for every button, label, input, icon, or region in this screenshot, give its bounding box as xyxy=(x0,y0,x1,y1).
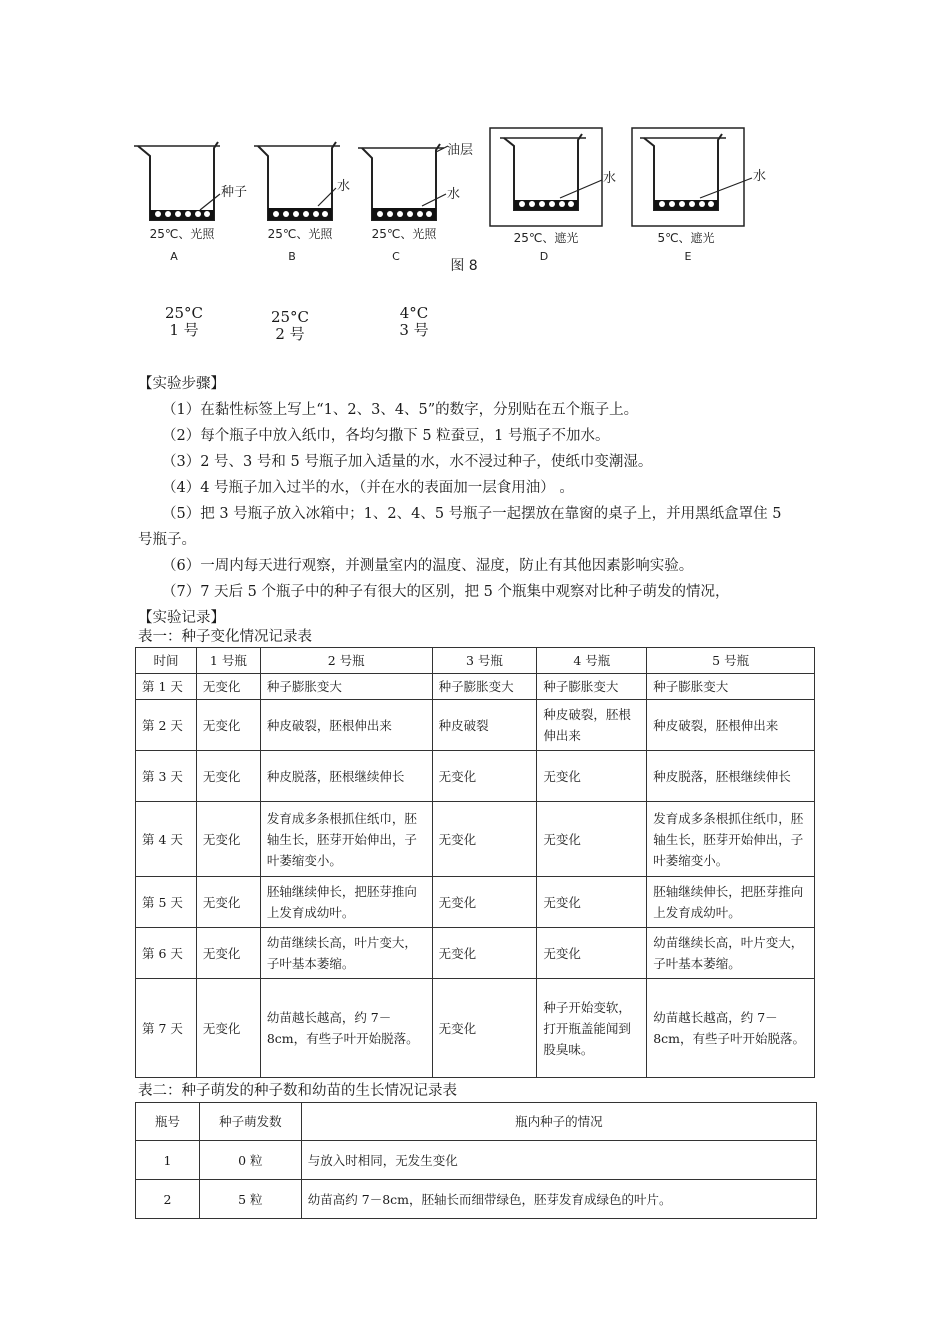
steps-heading: 【实验步骤】 xyxy=(138,376,225,392)
step-2: （2）每个瓶子中放入纸巾，各均匀撒下 5 粒蚕豆，1 号瓶子不加水。 xyxy=(162,428,610,444)
table-cell: 无变化 xyxy=(196,979,260,1078)
figure-8-beakers xyxy=(130,118,810,290)
table-cell: 无变化 xyxy=(537,751,647,802)
table-cell: 无变化 xyxy=(196,877,260,928)
table-cell: 第 5 天 xyxy=(136,877,197,928)
table-row xyxy=(136,802,815,877)
step-3: （3）2 号、3 号和 5 号瓶子加入适量的水，水不浸过种子，使纸巾变潮湿。 xyxy=(162,454,653,470)
table-cell: 种皮脱落，胚根继续伸长 xyxy=(260,751,432,802)
table-cell: 种子膨胀变大 xyxy=(432,674,537,700)
table-cell: 2 xyxy=(136,1180,200,1219)
table-cell: 无变化 xyxy=(432,751,537,802)
letter-a: A xyxy=(170,250,178,263)
table-cell: 种子开始变软，打开瓶盖能闻到股臭味。 xyxy=(537,979,647,1078)
table2 xyxy=(135,1102,817,1219)
bottle-1-temp: 25°C xyxy=(164,304,204,322)
table-cell: 与放入时相同，无发生变化 xyxy=(301,1141,816,1180)
table1-header: 4 号瓶 xyxy=(537,648,647,674)
step-4: （4）4 号瓶子加入过半的水，（并在水的表面加一层食用油） 。 xyxy=(162,480,574,496)
table-cell: 无变化 xyxy=(196,751,260,802)
table-cell: 第 6 天 xyxy=(136,928,197,979)
table-cell: 发育成多条根抓住纸巾，胚轴生长，胚芽开始伸出，子叶萎缩变小。 xyxy=(260,802,432,877)
table-cell: 0 粒 xyxy=(199,1141,301,1180)
bottle-3 xyxy=(388,305,440,339)
letter-c: C xyxy=(392,250,400,263)
bottle-2-temp: 25°C xyxy=(270,308,310,326)
table-cell: 幼苗继续长高，叶片变大，子叶基本萎缩。 xyxy=(647,928,815,979)
table-row xyxy=(136,928,815,979)
table-cell: 无变化 xyxy=(537,928,647,979)
table1-header: 1 号瓶 xyxy=(196,648,260,674)
table-cell: 种皮脱落，胚根继续伸长 xyxy=(647,751,815,802)
table-cell: 1 xyxy=(136,1141,200,1180)
table1 xyxy=(135,647,815,1078)
bottle-2 xyxy=(264,309,316,343)
table-cell: 种皮破裂，胚根伸出来 xyxy=(647,700,815,751)
table-cell: 种子膨胀变大 xyxy=(537,674,647,700)
table-row xyxy=(136,877,815,928)
figure-caption: 图 8 xyxy=(450,258,478,274)
table-cell: 第 1 天 xyxy=(136,674,197,700)
table-cell: 幼苗高约 7－8cm，胚轴长而细带绿色，胚芽发育成绿色的叶片。 xyxy=(301,1180,816,1219)
table-cell: 第 7 天 xyxy=(136,979,197,1078)
table-cell: 无变化 xyxy=(537,802,647,877)
table-cell: 无变化 xyxy=(432,928,537,979)
table-cell: 无变化 xyxy=(196,928,260,979)
table-cell: 发育成多条根抓住纸巾，胚轴生长，胚芽开始伸出，子叶萎缩变小。 xyxy=(647,802,815,877)
table-cell: 无变化 xyxy=(196,700,260,751)
step-1: （1）在黏性标签上写上“1、2、3、4、5”的数字，分别贴在五个瓶子上。 xyxy=(162,402,639,418)
table-cell: 种皮破裂，胚根伸出来 xyxy=(260,700,432,751)
bottle-1-label: 1 号 xyxy=(169,321,199,339)
step-6: （6）一周内每天进行观察，并测量室内的温度、湿度，防止有其他因素影响实验。 xyxy=(162,558,694,574)
table2-caption: 表二：种子萌发的种子数和幼苗的生长情况记录表 xyxy=(138,1083,457,1099)
letter-e: E xyxy=(684,250,692,263)
table-cell: 幼苗越长越高，约 7－8cm，有些子叶开始脱落。 xyxy=(647,979,815,1078)
table2-header: 瓶号 xyxy=(136,1103,200,1141)
cond-e: 5℃、遮光 xyxy=(657,231,715,245)
table-cell: 胚轴继续伸长，把胚芽推向上发育成幼叶。 xyxy=(260,877,432,928)
table-cell: 种子膨胀变大 xyxy=(260,674,432,700)
table1-header: 3 号瓶 xyxy=(432,648,537,674)
label-water-d: 水 xyxy=(603,171,617,186)
table-row xyxy=(136,751,815,802)
table-row xyxy=(136,1141,817,1180)
step-5: （5）把 3 号瓶子放入冰箱中；1、2、4、5 号瓶子一起摆放在靠窗的桌子上，并用黑纸盒罩住 5 xyxy=(162,506,782,522)
cond-d: 25℃、遮光 xyxy=(513,231,579,245)
table-cell: 5 粒 xyxy=(199,1180,301,1219)
table-row xyxy=(136,674,815,700)
table-row xyxy=(136,700,815,751)
table-row xyxy=(136,979,815,1078)
step-5-cont: 号瓶子。 xyxy=(138,532,196,548)
label-oil: 油层 xyxy=(447,143,474,158)
table-row xyxy=(136,1180,817,1219)
table-cell: 无变化 xyxy=(196,674,260,700)
steps-section xyxy=(138,371,824,631)
table-cell: 无变化 xyxy=(196,802,260,877)
bottle-1 xyxy=(158,305,210,339)
table-cell: 无变化 xyxy=(432,877,537,928)
table-cell: 胚轴继续伸长，把胚芽推向上发育成幼叶。 xyxy=(647,877,815,928)
table1-header: 5 号瓶 xyxy=(647,648,815,674)
table2-header: 瓶内种子的情况 xyxy=(301,1103,816,1141)
label-water-c: 水 xyxy=(447,187,461,202)
table1-header: 2 号瓶 xyxy=(260,648,432,674)
bottle-3-temp: 4°C xyxy=(399,304,429,322)
table-cell: 第 2 天 xyxy=(136,700,197,751)
table-cell: 无变化 xyxy=(537,877,647,928)
label-water-b: 水 xyxy=(337,179,351,194)
bottle-2-label: 2 号 xyxy=(275,325,305,343)
table-cell: 种皮破裂，胚根伸出来 xyxy=(537,700,647,751)
bottle-3-label: 3 号 xyxy=(399,321,429,339)
table1-caption: 表一：种子变化情况记录表 xyxy=(138,629,312,645)
step-7: （7）7 天后 5 个瓶子中的种子有很大的区别，把 5 个瓶集中观察对比种子萌发的情况， xyxy=(162,584,730,600)
cond-b: 25℃、光照 xyxy=(267,227,333,241)
table-cell: 种子膨胀变大 xyxy=(647,674,815,700)
table2-header: 种子萌发数 xyxy=(199,1103,301,1141)
table-cell: 无变化 xyxy=(432,802,537,877)
cond-a: 25℃、光照 xyxy=(149,227,215,241)
table-cell: 幼苗继续长高，叶片变大，子叶基本萎缩。 xyxy=(260,928,432,979)
label-seed: 种子 xyxy=(221,185,248,200)
table-cell: 第 3 天 xyxy=(136,751,197,802)
table1-header-row xyxy=(136,648,815,674)
table-cell: 第 4 天 xyxy=(136,802,197,877)
table-cell: 幼苗越长越高，约 7－8cm，有些子叶开始脱落。 xyxy=(260,979,432,1078)
table-cell: 种皮破裂 xyxy=(432,700,537,751)
label-water-e: 水 xyxy=(753,169,767,184)
table2-header-row xyxy=(136,1103,817,1141)
table1-header: 时间 xyxy=(136,648,197,674)
record-heading: 【实验记录】 xyxy=(138,610,225,626)
letter-b: B xyxy=(288,250,296,263)
table-cell: 无变化 xyxy=(432,979,537,1078)
letter-d: D xyxy=(539,250,549,263)
cond-c: 25℃、光照 xyxy=(371,227,437,241)
